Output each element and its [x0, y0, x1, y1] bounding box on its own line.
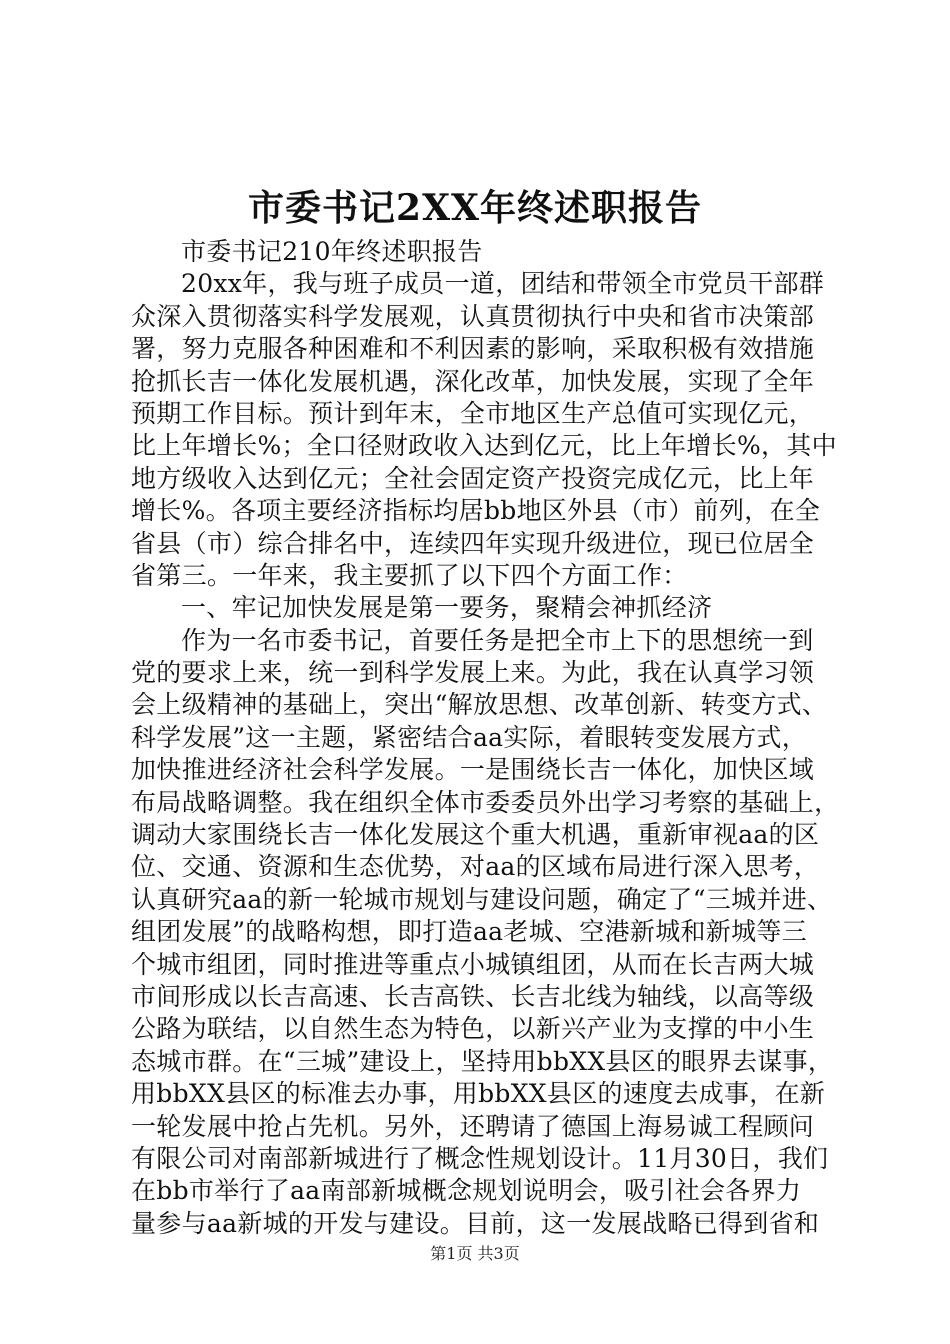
body-line: 署，努力克服各种困难和不利因素的影响，采取积极有效措施: [131, 334, 815, 364]
body-line: 组团发展”的战略构想，即打造aa老城、空港新城和新城等三: [131, 917, 807, 947]
section-heading: 一、牢记加快发展是第一要务，聚精会神抓经济: [181, 593, 713, 623]
body-line: 有限公司对南部新城进行了概念性规划设计。11月30日，我们: [131, 1143, 829, 1173]
body-line: 位、交通、资源和生态优势，对aa的区域布局进行深入思考，: [131, 852, 820, 882]
body-line: 公路为联结，以自然生态为特色，以新兴产业为支撑的中小生: [131, 1014, 815, 1044]
body-line: 比上年增长%；全口径财政收入达到亿元，比上年增长%，其中: [131, 431, 837, 461]
body-line: 量参与aa新城的开发与建设。目前，这一发展战略已得到省和: [131, 1208, 820, 1238]
body-line: 态城市群。在“三城”建设上，坚持用bbXX县区的眼界去谋事，: [131, 1046, 834, 1076]
body-line: 布局战略调整。我在组织全体市委委员外出学习考察的基础上，: [131, 787, 840, 817]
body-line: 科学发展”这一主题，紧密结合aa实际，着眼转变发展方式，: [131, 722, 807, 752]
body-line: 省县（市）综合排名中，连续四年实现升级进位，现已位居全: [131, 528, 815, 558]
body-line: 一轮发展中抢占先机。另外，还聘请了德国上海易诚工程顾问: [131, 1111, 815, 1141]
body-line: 市委书记210年终述职报告: [181, 237, 483, 266]
body-line: 作为一名市委书记，首要任务是把全市上下的思想统一到: [181, 625, 814, 655]
body-line: 众深入贯彻落实科学发展观，认真贯彻执行中央和省市决策部: [131, 301, 815, 331]
body-line: 调动大家围绕长吉一体化发展这个重大机遇，重新审视aa的区: [131, 820, 820, 850]
body-line: 预期工作目标。预计到年末，全市地区生产总值可实现亿元，: [131, 398, 815, 428]
body-line: 个城市组团，同时推进等重点小城镇组团，从而在长吉两大城: [131, 949, 815, 979]
body-line: 增长%。各项主要经济指标均居bb地区外县（市）前列，在全: [131, 496, 821, 526]
body-line: 党的要求上来，统一到科学发展上来。为此，我在认真学习领: [131, 658, 815, 688]
body-line: 认真研究aa的新一轮城市规划与建设问题，确定了“三城并进、: [131, 884, 833, 914]
body-line: 会上级精神的基础上，突出“解放思想、改革创新、转变方式、: [131, 690, 828, 720]
document-body: [131, 236, 840, 1240]
body-line: 市间形成以长吉高速、长吉高铁、长吉北线为轴线，以高等级: [131, 981, 815, 1011]
body-line: 地方级收入达到亿元；全社会固定资产投资完成亿元，比上年: [131, 463, 815, 493]
body-line: 在bb市举行了aa南部新城概念规划说明会，吸引社会各界力: [131, 1176, 802, 1206]
document-title: 市委书记2XX年终述职报告: [248, 187, 702, 229]
page-footer: 第1页 共3页: [430, 1244, 520, 1263]
body-line: 加快推进经济社会科学发展。一是围绕长吉一体化，加快区域: [131, 755, 815, 785]
body-line: 抢抓长吉一体化发展机遇，深化改革，加快发展，实现了全年: [131, 366, 815, 396]
body-line: 20xx年，我与班子成员一道，团结和带领全市党员干部群: [181, 269, 825, 299]
body-line: 省第三。一年来，我主要抓了以下四个方面工作：: [131, 560, 688, 590]
body-line: 用bbXX县区的标准去办事，用bbXX县区的速度去成事，在新: [131, 1079, 826, 1109]
